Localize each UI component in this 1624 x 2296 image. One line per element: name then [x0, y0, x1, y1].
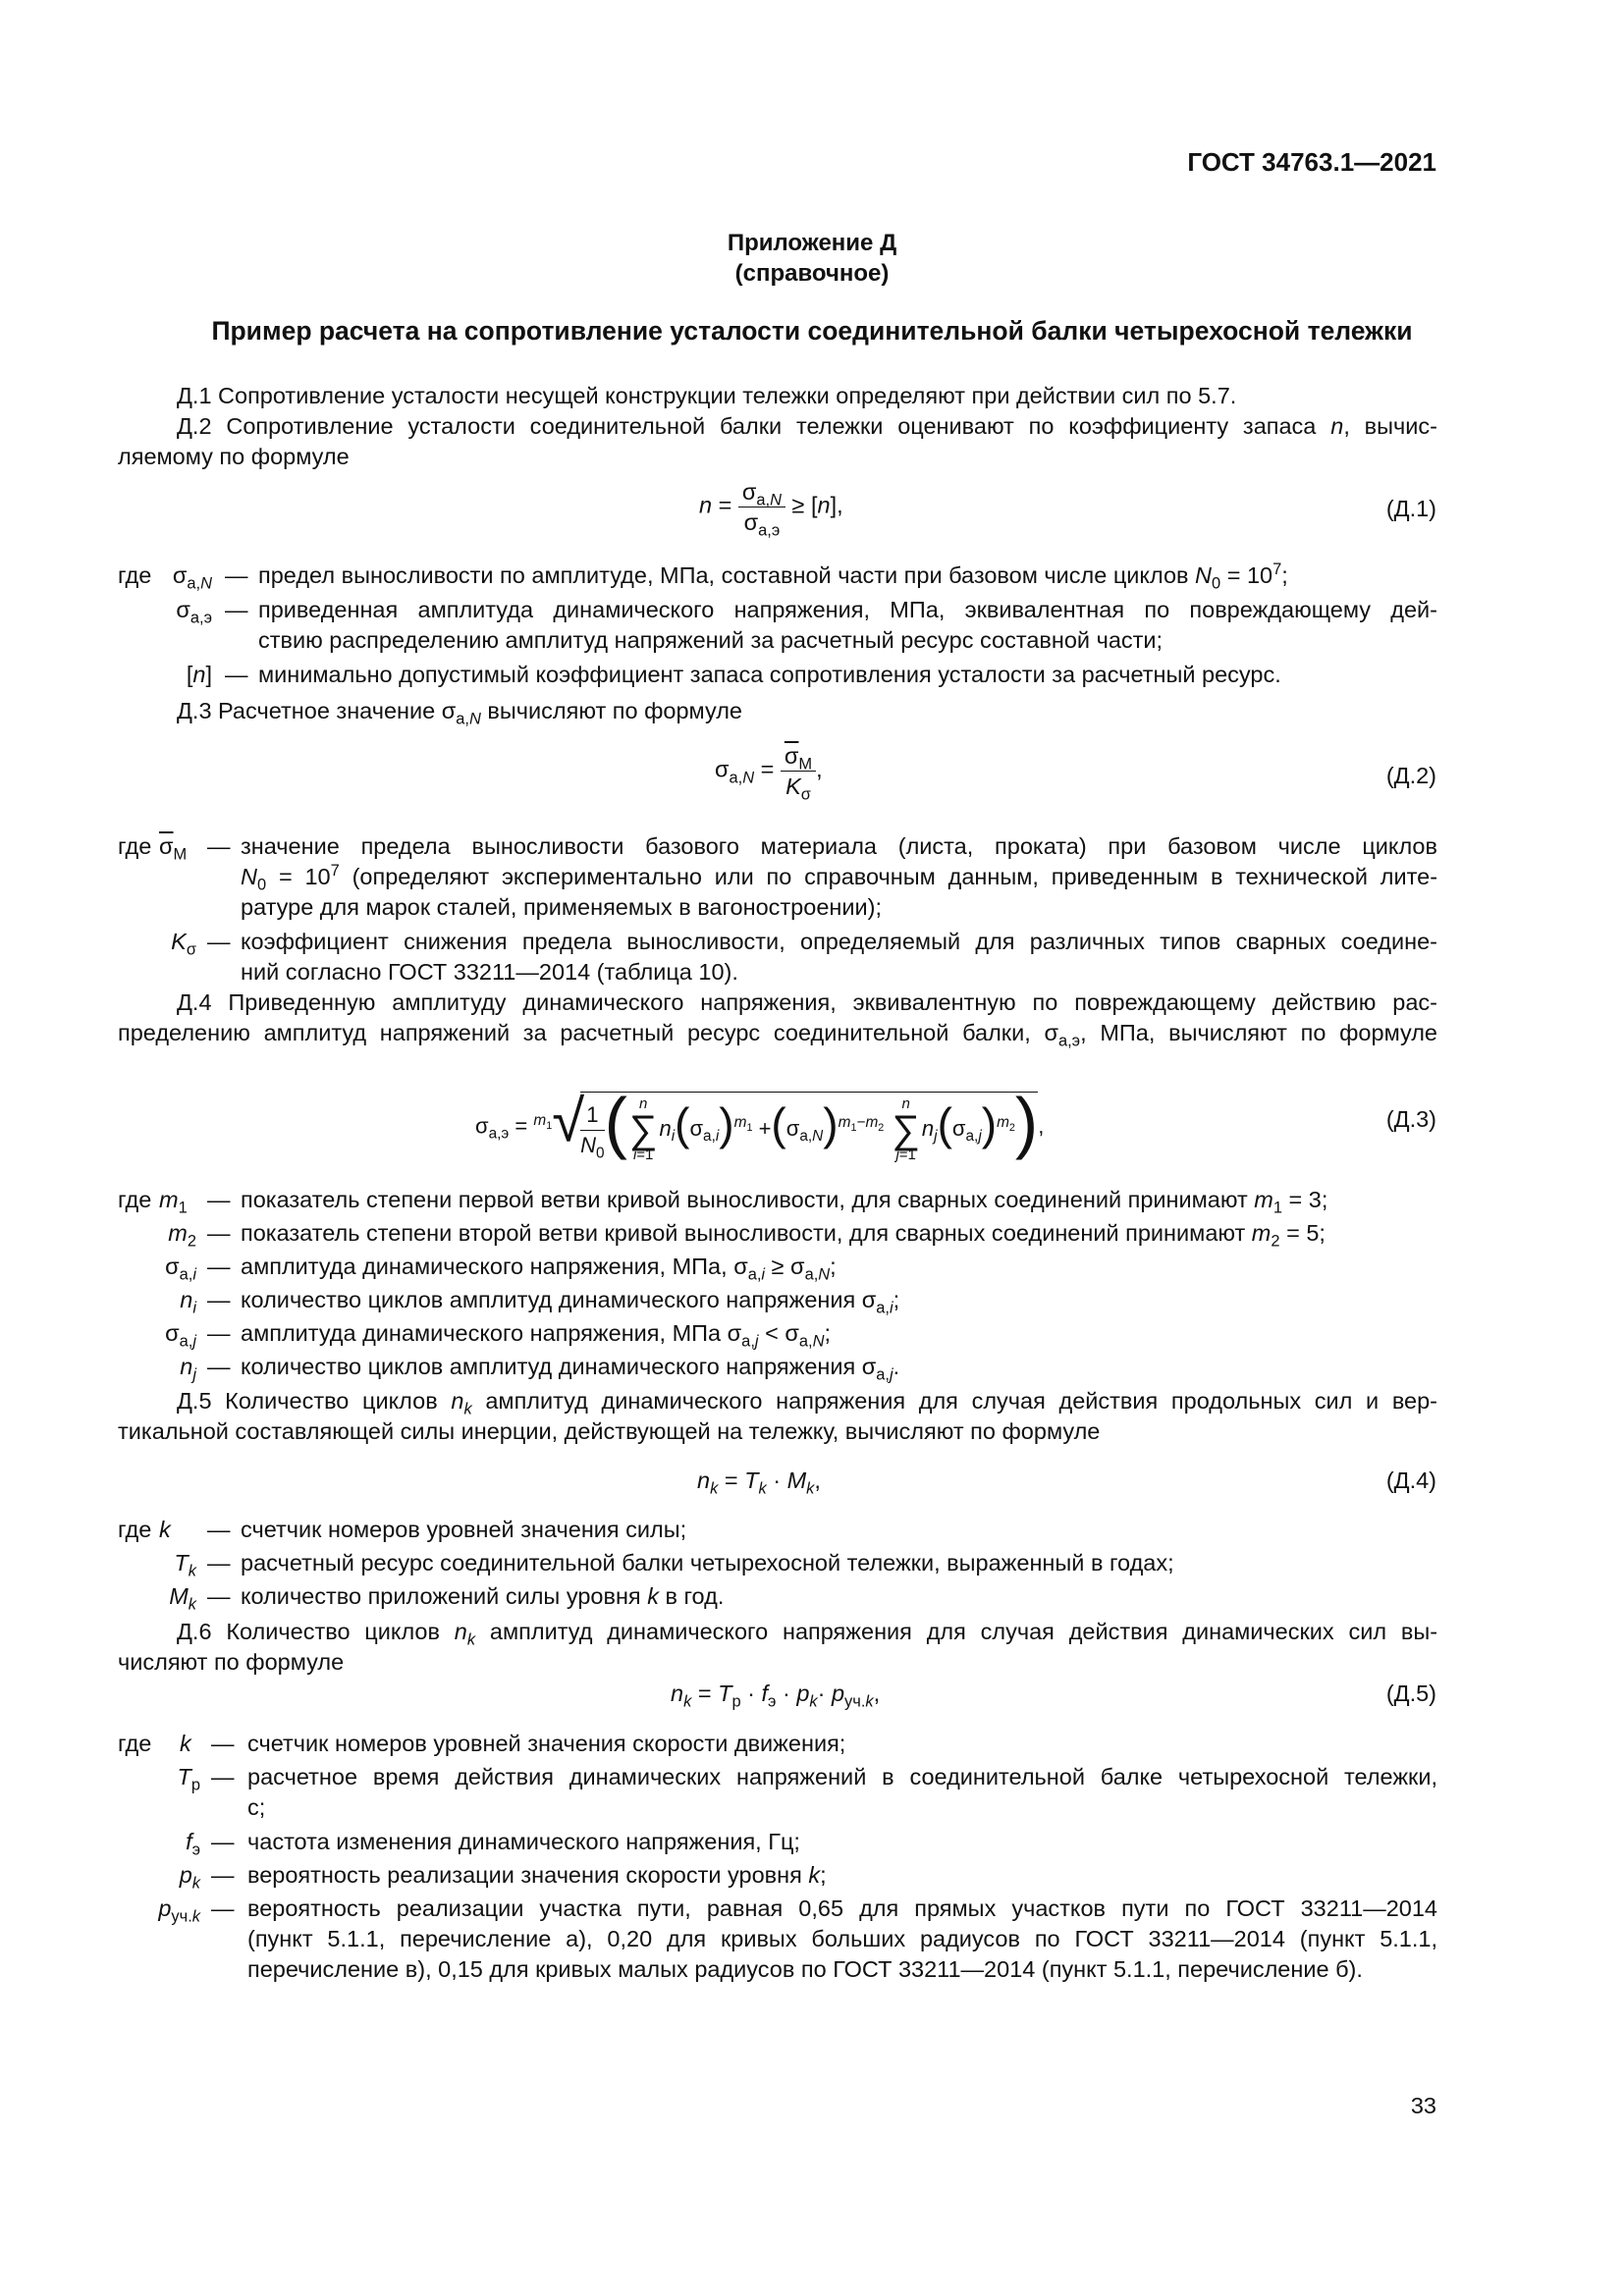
formula-d1: n = $\frac{\sigma_{а,N}}{\sigma_{а,э}}$ ≥ [n],: [699, 479, 843, 540]
def-symbol-k-speed: k: [180, 1731, 191, 1756]
def-text-fe: частота изменения динамического напряжения, Гц;: [247, 1829, 800, 1854]
def-dash: —: [207, 1517, 231, 1542]
def-symbol-m1: $m_1$: [159, 1187, 188, 1217]
def-symbol-tk: $T_k$: [174, 1550, 196, 1580]
formula-d2: $\sigma_{а,N}$ = $\frac{\overline{\sigma}_М}{K_\sigma}$ ,: [715, 743, 823, 804]
def-text-k-sigma-line2: ний согласно ГОСТ 33211—2014 (таблица 10).: [241, 959, 738, 985]
def-symbol-m2: $m_2$: [168, 1220, 196, 1251]
where-label-2: где: [118, 833, 152, 859]
def-dash: —: [211, 1764, 235, 1789]
def-text-ni: количество циклов амплитуд динамического напряжения $\sigma_{а,i}$;: [241, 1287, 900, 1317]
appendix-title: Приложение Д: [727, 230, 897, 256]
def-text-k-speed: счетчик номеров уровней значения скорости движения;: [247, 1731, 846, 1756]
def-dash: —: [207, 1287, 231, 1312]
formula-d5: $n_k = T_р \cdot f_э \cdot p_k\cdot p_{уч.k}$,: [671, 1681, 881, 1711]
paragraph-d4-line1: Д.4 Приведенную амплитуду динамического напряжения, эквивалентную по повреждающему действию рас-: [177, 989, 1437, 1015]
section-title: Пример расчета на сопротивление усталости соединительной балки четырехосной тележки: [211, 316, 1413, 346]
def-text-puch-line2: (пункт 5.1.1, перечисление а), 0,20 для кривых больших радиусов по ГОСТ 33211—2014 (пункт 5.1.1,: [247, 1926, 1437, 1951]
def-text-k: счетчик номеров уровней значения силы;: [241, 1517, 687, 1542]
def-text-tp-line1: расчетное время действия динамических напряжений в соединительной балке четырехосной тележки,: [247, 1764, 1437, 1789]
def-symbol-fe: $f_э$: [186, 1829, 200, 1859]
def-dash: —: [225, 597, 248, 622]
def-dash: —: [207, 1220, 231, 1246]
def-text-puch-line3: перечисление в), 0,15 для кривых малых радиусов по ГОСТ 33211—2014 (пункт 5.1.1, перечисление б).: [247, 1956, 1363, 1982]
def-text-sigma-aN: предел выносливости по амплитуде, МПа, составной части при базовом числе циклов $N_0 = 10^7$;: [258, 561, 1288, 593]
def-text-sigma-aj: амплитуда динамического напряжения, МПа $\sigma_{а,j} < \sigma_{а,N}$;: [241, 1320, 831, 1351]
def-symbol-nj: $n_j$: [180, 1354, 196, 1384]
def-dash: —: [211, 1731, 235, 1756]
def-dash: —: [207, 1583, 231, 1609]
def-symbol-sigma-aj: $\sigma_{а,j}$: [165, 1320, 196, 1351]
where-label-3: где: [118, 1187, 152, 1212]
paragraph-d2-line1: Д.2 Сопротивление усталости соединительной балки тележки оценивают по коэффициенту запаса n, вычис-: [177, 413, 1437, 439]
formula-d3: $\sigma_{а,э} = ^{m_1}√$ $\frac{1}{N_0}$ ( n ∑ $i=1n_i(\sigma_{а,i})^{m_1} +(\sigma_{а,N})^{m_1-m_2}$ n ∑ $j=1n_j(\sigma_{а,j})^{m_2}$),: [475, 1083, 1045, 1163]
appendix-subtitle: (справочное): [734, 260, 890, 287]
def-symbol-k: k: [159, 1517, 171, 1542]
def-symbol-sigma-aN: $\sigma_{а,N}$: [172, 562, 212, 593]
def-text-nj: количество циклов амплитуд динамического напряжения $\sigma_{а,j}$.: [241, 1354, 900, 1384]
def-dash: —: [211, 1862, 235, 1888]
page-number: 33: [1410, 2093, 1436, 2118]
def-dash: —: [207, 1354, 231, 1379]
def-text-m1: показатель степени первой ветви кривой выносливости, для сварных соединений принимают $m_1 = 3$;: [241, 1187, 1328, 1217]
def-symbol-sigma-m: $\overline{\sigma}_М$: [159, 833, 188, 864]
def-symbol-sigma-ae: $\sigma_{а,э}$: [176, 597, 212, 627]
where-label-1: где: [118, 562, 152, 588]
def-dash: —: [207, 929, 231, 954]
def-symbol-puch: $p_{уч.k}$: [158, 1896, 200, 1926]
paragraph-d4-line2: пределению амплитуд напряжений за расчетный ресурс соединительной балки, $\sigma_{а,э}$, МПа, вычисляют по формуле: [118, 1020, 1438, 1050]
def-dash: —: [207, 1550, 231, 1575]
def-dash: —: [207, 833, 231, 859]
def-symbol-pk: $p_k$: [179, 1862, 200, 1893]
def-dash: —: [207, 1254, 231, 1279]
paragraph-d5-line1: Д.5 Количество циклов $n_k$ амплитуд динамического напряжения для случая действия продольных сил и вер-: [177, 1388, 1438, 1418]
formula-d4-label: (Д.4): [1385, 1468, 1436, 1493]
def-symbol-k-sigma: $K_\sigma$: [171, 929, 196, 959]
def-text-sigma-ae-line1: приведенная амплитуда динамического напряжения, МПа, эквивалентная по повреждающему дей-: [258, 597, 1437, 622]
formula-d4: $n_k = T_k \cdot M_k$,: [697, 1468, 821, 1498]
def-symbol-mk: $M_k$: [169, 1583, 196, 1614]
def-dash: —: [207, 1187, 231, 1212]
def-text-sigma-ae-line2: ствию распределению амплитуд напряжений за расчетный ресурс составной части;: [258, 627, 1164, 653]
where-label-5: где: [118, 1731, 152, 1756]
def-text-puch-line1: вероятность реализации участка пути, равная 0,65 для прямых участков пути по ГОСТ 33211—2014: [247, 1896, 1437, 1921]
def-text-tk: расчетный ресурс соединительной балки четырехосной тележки, выраженный в годах;: [241, 1550, 1174, 1575]
paragraph-d6-line1: Д.6 Количество циклов $n_k$ амплитуд динамического напряжения для случая действия динамических сил вы-: [177, 1619, 1438, 1649]
def-dash: —: [211, 1896, 235, 1921]
def-symbol-n: [n]: [186, 662, 212, 687]
def-dash: —: [225, 562, 248, 588]
def-text-mk: количество приложений силы уровня k в год.: [241, 1583, 725, 1609]
def-symbol-ni: $n_i$: [180, 1287, 196, 1317]
def-text-k-sigma-line1: коэффициент снижения предела выносливости, определяемый для различных типов сварных соедине-: [241, 929, 1437, 954]
def-text-sigma-ai: амплитуда динамического напряжения, МПа, $\sigma_{а,i} \ge \sigma_{а,N}$;: [241, 1254, 837, 1284]
def-text-m2: показатель степени второй ветви кривой выносливости, для сварных соединений принимают $m_2 = 5$;: [241, 1220, 1326, 1251]
def-dash: —: [211, 1829, 235, 1854]
paragraph-d6-line2: числяют по формуле: [118, 1649, 345, 1675]
paragraph-d5-line2: тикальной составляющей силы инерции, действующей на тележку, вычисляют по формуле: [118, 1418, 1101, 1444]
formula-d2-label: (Д.2): [1385, 763, 1436, 788]
def-text-sigma-m-line3: ратуре для марок сталей, применяемых в вагоностроении);: [241, 894, 882, 920]
def-text-tp-line2: с;: [247, 1794, 266, 1820]
paragraph-d3: Д.3 Расчетное значение $\sigma_{а,N}$ вычисляют по формуле: [177, 698, 742, 728]
def-dash: —: [207, 1320, 231, 1346]
def-dash: —: [225, 662, 248, 687]
def-symbol-tp: $T_р$: [177, 1764, 200, 1794]
paragraph-d2-line2: ляемому по формуле: [118, 444, 350, 469]
def-symbol-sigma-ai: $\sigma_{а,i}$: [165, 1254, 196, 1284]
formula-d1-label: (Д.1): [1385, 496, 1436, 521]
def-text-sigma-m-line1: значение предела выносливости базового материала (листа, проката) при базовом числе циклов: [241, 833, 1437, 859]
def-text-pk: вероятность реализации значения скорости уровня k;: [247, 1862, 827, 1888]
formula-d5-label: (Д.5): [1385, 1681, 1436, 1706]
def-text-sigma-m-line2: $N_0 = 10^7$ (определяют экспериментально или по справочным данным, приведенным в технической лите-: [241, 862, 1438, 894]
document-header: ГОСТ 34763.1—2021: [1187, 147, 1436, 177]
formula-d3-label: (Д.3): [1385, 1106, 1436, 1132]
paragraph-d1: Д.1 Сопротивление усталости несущей конструкции тележки определяют при действии сил по 5.7.: [177, 383, 1237, 408]
where-label-4: где: [118, 1517, 152, 1542]
def-text-n: минимально допустимый коэффициент запаса сопротивления усталости за расчетный ресурс.: [258, 662, 1281, 687]
